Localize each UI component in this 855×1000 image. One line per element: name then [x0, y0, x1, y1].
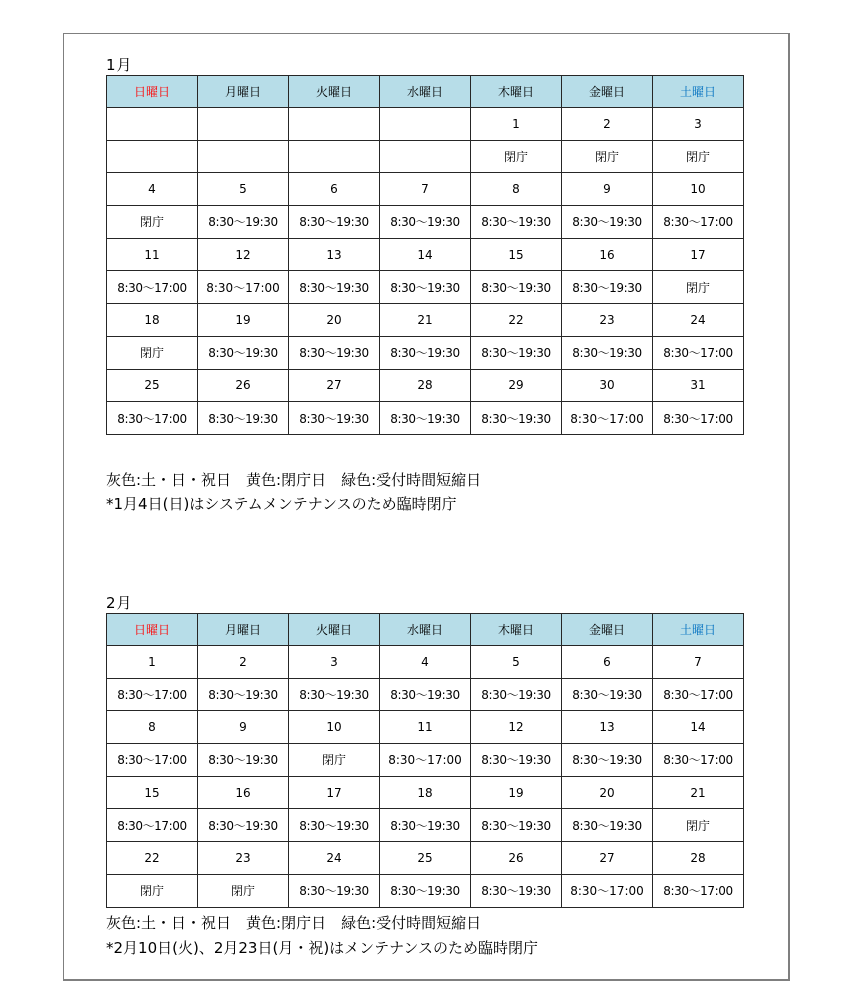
day-number-cell: 12: [471, 711, 562, 744]
legend-january: 灰色:土・日・祝日 黄色:閉庁日 緑色:受付時間短縮日: [106, 471, 482, 489]
header-sunday: 日曜日: [107, 76, 198, 108]
hours-cell: 8:30〜19:30: [289, 678, 380, 711]
day-number-cell: 11: [107, 238, 198, 271]
hours-cell: 8:30〜17:00: [562, 402, 653, 435]
hours-row: [107, 336, 744, 369]
day-number-cell: [380, 108, 471, 141]
hours-cell: 8:30〜19:30: [289, 874, 380, 907]
hours-cell: [198, 140, 289, 173]
weekday-header-row: [107, 76, 744, 108]
hours-cell: 8:30〜19:30: [471, 678, 562, 711]
hours-row: [107, 874, 744, 907]
hours-cell: 8:30〜17:00: [653, 678, 744, 711]
hours-row: [107, 809, 744, 842]
hours-row: [107, 402, 744, 435]
header-wednesday: 水曜日: [380, 614, 471, 646]
header-saturday: 土曜日: [653, 614, 744, 646]
day-number-cell: 2: [562, 108, 653, 141]
day-number-cell: 17: [653, 238, 744, 271]
closed-status-cell: 閉庁: [653, 271, 744, 304]
hours-cell: 8:30〜19:30: [198, 402, 289, 435]
hours-row: [107, 678, 744, 711]
closed-status-cell: 閉庁: [653, 140, 744, 173]
day-number-cell: 10: [289, 711, 380, 744]
hours-cell: 8:30〜17:00: [380, 744, 471, 777]
day-number-cell: 9: [198, 711, 289, 744]
hours-cell: 8:30〜17:00: [653, 206, 744, 239]
day-number-cell: 24: [289, 842, 380, 875]
day-number-cell: 10: [653, 173, 744, 206]
day-number-cell: 7: [653, 646, 744, 679]
hours-cell: 8:30〜19:30: [471, 809, 562, 842]
hours-cell: 8:30〜19:30: [380, 874, 471, 907]
hours-cell: 8:30〜19:30: [471, 271, 562, 304]
day-number-cell: 5: [198, 173, 289, 206]
hours-row: [107, 271, 744, 304]
day-number-cell: 3: [289, 646, 380, 679]
day-number-cell: 24: [653, 304, 744, 337]
day-number-cell: 6: [562, 646, 653, 679]
closed-status-cell: 閉庁: [107, 206, 198, 239]
day-number-cell: 19: [198, 304, 289, 337]
closed-status-cell: 閉庁: [289, 744, 380, 777]
hours-cell: 8:30〜19:30: [471, 206, 562, 239]
day-number-cell: 3: [653, 108, 744, 141]
day-number-cell: 8: [107, 711, 198, 744]
day-number-cell: 6: [289, 173, 380, 206]
hours-cell: 8:30〜17:00: [653, 874, 744, 907]
note-january: *1月4日(日)はシステムメンテナンスのため臨時閉庁: [106, 495, 457, 513]
header-sunday: 日曜日: [107, 614, 198, 646]
hours-cell: 8:30〜19:30: [380, 206, 471, 239]
hours-cell: 8:30〜19:30: [380, 809, 471, 842]
day-number-cell: 8: [471, 173, 562, 206]
note-february: *2月10日(火)、2月23日(月・祝)はメンテナンスのため臨時閉庁: [106, 939, 538, 957]
closed-status-cell: 閉庁: [653, 809, 744, 842]
hours-cell: 8:30〜19:30: [380, 402, 471, 435]
closed-status-cell: 閉庁: [107, 874, 198, 907]
day-number-row: [107, 238, 744, 271]
day-number-cell: [289, 108, 380, 141]
header-monday: 月曜日: [198, 76, 289, 108]
header-friday: 金曜日: [562, 76, 653, 108]
day-number-cell: 31: [653, 369, 744, 402]
day-number-cell: 2: [198, 646, 289, 679]
day-number-row: [107, 173, 744, 206]
day-number-cell: [198, 108, 289, 141]
hours-cell: [107, 140, 198, 173]
legend-february: 灰色:土・日・祝日 黄色:閉庁日 緑色:受付時間短縮日: [106, 914, 482, 932]
day-number-cell: 23: [198, 842, 289, 875]
day-number-cell: 4: [380, 646, 471, 679]
hours-cell: 8:30〜17:00: [107, 744, 198, 777]
header-tuesday: 火曜日: [289, 614, 380, 646]
day-number-cell: 25: [107, 369, 198, 402]
hours-cell: 8:30〜19:30: [562, 678, 653, 711]
hours-cell: 8:30〜19:30: [198, 678, 289, 711]
hours-cell: 8:30〜19:30: [471, 402, 562, 435]
hours-cell: 8:30〜19:30: [198, 809, 289, 842]
day-number-cell: 26: [198, 369, 289, 402]
day-number-row: [107, 842, 744, 875]
day-number-cell: 18: [107, 304, 198, 337]
hours-cell: 8:30〜17:00: [198, 271, 289, 304]
day-number-cell: 7: [380, 173, 471, 206]
day-number-cell: 17: [289, 776, 380, 809]
closed-status-cell: 閉庁: [471, 140, 562, 173]
hours-cell: 8:30〜19:30: [380, 336, 471, 369]
closed-status-cell: 閉庁: [198, 874, 289, 907]
hours-cell: 8:30〜19:30: [562, 336, 653, 369]
hours-cell: [289, 140, 380, 173]
hours-row: [107, 140, 744, 173]
day-number-cell: 27: [562, 842, 653, 875]
day-number-row: [107, 369, 744, 402]
day-number-cell: 16: [198, 776, 289, 809]
day-number-cell: 4: [107, 173, 198, 206]
hours-cell: 8:30〜19:30: [289, 809, 380, 842]
weekday-header-row: [107, 614, 744, 646]
day-number-cell: 21: [653, 776, 744, 809]
hours-cell: 8:30〜19:30: [380, 271, 471, 304]
header-thursday: 木曜日: [471, 614, 562, 646]
hours-cell: 8:30〜17:00: [107, 678, 198, 711]
hours-cell: 8:30〜17:00: [107, 402, 198, 435]
day-number-cell: 12: [198, 238, 289, 271]
day-number-cell: 25: [380, 842, 471, 875]
hours-cell: 8:30〜19:30: [562, 809, 653, 842]
hours-row: [107, 744, 744, 777]
hours-cell: 8:30〜19:30: [289, 402, 380, 435]
day-number-cell: 5: [471, 646, 562, 679]
day-number-cell: 20: [289, 304, 380, 337]
day-number-cell: 13: [289, 238, 380, 271]
closed-status-cell: 閉庁: [107, 336, 198, 369]
hours-cell: 8:30〜17:00: [107, 271, 198, 304]
hours-cell: 8:30〜17:00: [653, 336, 744, 369]
day-number-cell: 15: [471, 238, 562, 271]
calendar-table-february: [106, 613, 744, 908]
hours-cell: 8:30〜19:30: [562, 271, 653, 304]
day-number-cell: 14: [653, 711, 744, 744]
hours-cell: 8:30〜19:30: [198, 744, 289, 777]
day-number-cell: 30: [562, 369, 653, 402]
hours-cell: 8:30〜19:30: [289, 271, 380, 304]
header-friday: 金曜日: [562, 614, 653, 646]
day-number-row: [107, 108, 744, 141]
day-number-cell: 21: [380, 304, 471, 337]
day-number-cell: 19: [471, 776, 562, 809]
hours-cell: 8:30〜19:30: [562, 744, 653, 777]
day-number-cell: 23: [562, 304, 653, 337]
header-saturday: 土曜日: [653, 76, 744, 108]
day-number-cell: 22: [471, 304, 562, 337]
day-number-row: [107, 646, 744, 679]
day-number-cell: 15: [107, 776, 198, 809]
day-number-cell: 28: [653, 842, 744, 875]
day-number-cell: 16: [562, 238, 653, 271]
hours-cell: 8:30〜19:30: [198, 336, 289, 369]
day-number-cell: 27: [289, 369, 380, 402]
hours-cell: 8:30〜19:30: [289, 206, 380, 239]
month-label-january: 1月: [106, 56, 133, 74]
day-number-cell: 9: [562, 173, 653, 206]
hours-cell: 8:30〜19:30: [198, 206, 289, 239]
hours-cell: 8:30〜19:30: [562, 206, 653, 239]
day-number-cell: 1: [471, 108, 562, 141]
hours-cell: 8:30〜19:30: [380, 678, 471, 711]
hours-cell: [380, 140, 471, 173]
hours-cell: 8:30〜19:30: [471, 874, 562, 907]
day-number-cell: 26: [471, 842, 562, 875]
day-number-cell: 20: [562, 776, 653, 809]
header-monday: 月曜日: [198, 614, 289, 646]
day-number-cell: 28: [380, 369, 471, 402]
calendar-table-january: [106, 75, 744, 435]
hours-cell: 8:30〜17:00: [562, 874, 653, 907]
day-number-cell: 11: [380, 711, 471, 744]
hours-row: [107, 206, 744, 239]
header-wednesday: 水曜日: [380, 76, 471, 108]
day-number-cell: 29: [471, 369, 562, 402]
month-label-february: 2月: [106, 594, 133, 612]
day-number-row: [107, 711, 744, 744]
day-number-cell: 13: [562, 711, 653, 744]
day-number-row: [107, 776, 744, 809]
hours-cell: 8:30〜19:30: [471, 744, 562, 777]
header-thursday: 木曜日: [471, 76, 562, 108]
day-number-row: [107, 304, 744, 337]
hours-cell: 8:30〜19:30: [289, 336, 380, 369]
hours-cell: 8:30〜17:00: [107, 809, 198, 842]
day-number-cell: 18: [380, 776, 471, 809]
day-number-cell: 1: [107, 646, 198, 679]
header-tuesday: 火曜日: [289, 76, 380, 108]
day-number-cell: 22: [107, 842, 198, 875]
closed-status-cell: 閉庁: [562, 140, 653, 173]
day-number-cell: [107, 108, 198, 141]
hours-cell: 8:30〜19:30: [471, 336, 562, 369]
hours-cell: 8:30〜17:00: [653, 744, 744, 777]
hours-cell: 8:30〜17:00: [653, 402, 744, 435]
day-number-cell: 14: [380, 238, 471, 271]
